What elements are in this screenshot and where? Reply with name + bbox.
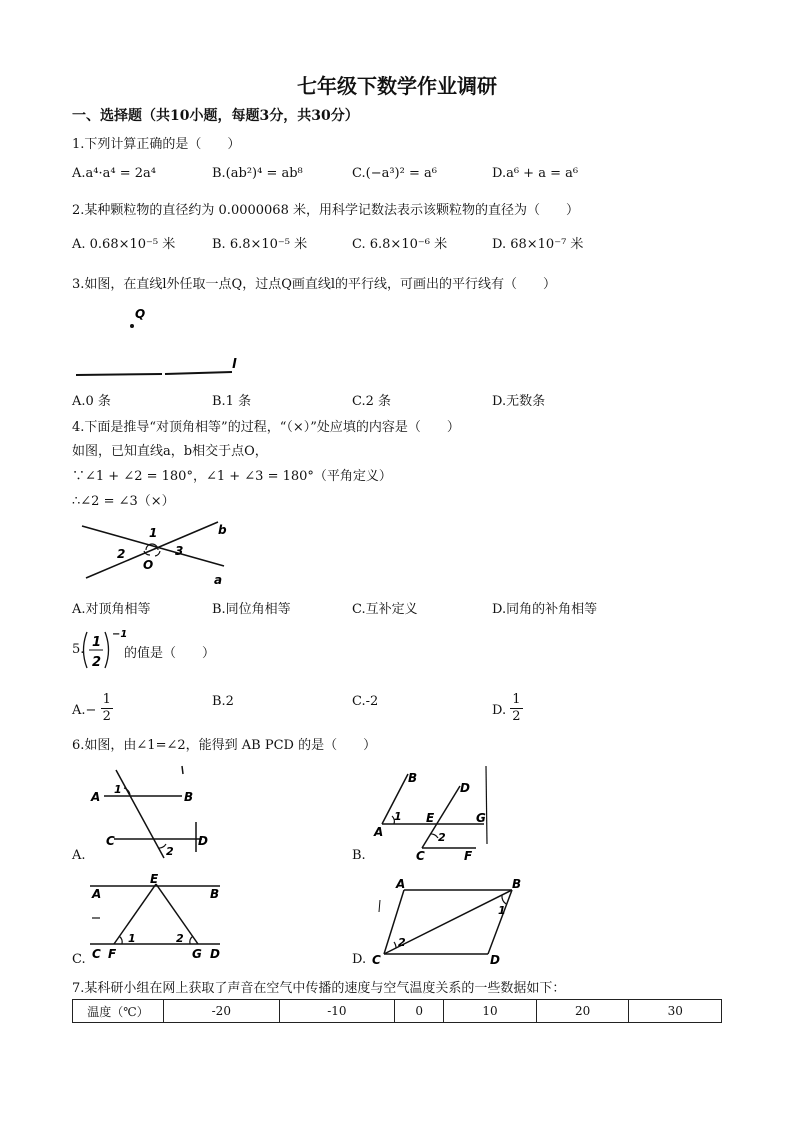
label-line-a: a bbox=[214, 573, 223, 587]
table-cell: -20 bbox=[164, 1000, 280, 1023]
fraction-numerator: 1 bbox=[92, 635, 102, 650]
question-1-option-c[interactable]: C.(−a³)² = a⁶ bbox=[352, 166, 437, 181]
fig-d-label-b: B bbox=[512, 878, 522, 891]
question-6-figure-a bbox=[86, 764, 216, 862]
page-title: 七年级下数学作业调研 bbox=[297, 74, 497, 98]
fig-b-label-f: F bbox=[464, 849, 473, 862]
question-7-stem: 7.某科研小组在网上获取了声音在空气中传播的速度与空气温度关系的一些数据如下： bbox=[72, 981, 566, 996]
question-1-option-b[interactable]: B.(ab²)⁴ = ab⁸ bbox=[212, 166, 303, 181]
option-a-prefix: A.− bbox=[72, 703, 97, 718]
question-5-fraction bbox=[80, 628, 128, 674]
section-heading: 一、选择题（共10小题，每题3分，共30分） bbox=[72, 108, 359, 124]
question-1-option-d[interactable]: D.a⁶ + a = a⁶ bbox=[492, 166, 579, 181]
question-3-stem: 3.如图，在直线l外任取一点Q，过点Q画直线l的平行线，可画出的平行线有（ ） bbox=[72, 277, 557, 292]
question-1-option-a[interactable]: A.a⁴·a⁴ = 2a⁴ bbox=[72, 166, 156, 181]
table-cell: 10 bbox=[444, 1000, 537, 1023]
fig-c-label-f: F bbox=[108, 947, 117, 961]
question-6-option-c[interactable]: C. bbox=[72, 952, 86, 967]
fig-b-label-d: D bbox=[460, 781, 470, 795]
question-3-option-b[interactable]: B.1 条 bbox=[212, 394, 252, 409]
label-l: l bbox=[232, 357, 237, 372]
fig-c-label-1: 1 bbox=[128, 932, 136, 945]
question-6-figure-d bbox=[370, 878, 530, 966]
question-4-line-3: ∴∠2 = ∠3（×） bbox=[72, 494, 175, 509]
label-angle-3: 3 bbox=[175, 544, 184, 558]
question-5-option-b[interactable]: B.2 bbox=[212, 694, 234, 709]
fig-c-label-g: G bbox=[192, 947, 202, 961]
label-q: Q bbox=[135, 307, 146, 321]
question-4-option-a[interactable]: A.对顶角相等 bbox=[72, 602, 151, 617]
question-5-tail: 的值是（ ） bbox=[124, 646, 216, 661]
fig-c-label-a: A bbox=[92, 887, 102, 901]
question-6-stem: 6.如图，由∠1=∠2，能得到 AB PCD 的是（ ） bbox=[72, 738, 377, 753]
line-l-left bbox=[76, 374, 162, 375]
fig-d-label-c: C bbox=[372, 953, 381, 966]
question-4-option-c[interactable]: C.互补定义 bbox=[352, 602, 418, 617]
fig-a-label-a: A bbox=[91, 790, 101, 804]
fig-a-label-c: C bbox=[106, 834, 115, 848]
label-line-b: b bbox=[218, 523, 227, 537]
table-cell: 0 bbox=[395, 1000, 444, 1023]
question-6-figure-b bbox=[368, 764, 493, 862]
fig-c-label-c: C bbox=[92, 947, 101, 961]
fig-a-label-d: D bbox=[198, 834, 208, 848]
question-6-option-b[interactable]: B. bbox=[352, 848, 366, 863]
question-2-stem: 2.某种颗粒物的直径约为 0.0000068 米，用科学记数法表示该颗粒物的直径为（ ） bbox=[72, 203, 579, 218]
option-d-denominator: 2 bbox=[512, 709, 521, 724]
question-2-option-b[interactable]: B. 6.8×10⁻⁵ 米 bbox=[212, 237, 308, 252]
question-5-number: 5. bbox=[72, 642, 85, 657]
fig-d-label-d: D bbox=[490, 953, 500, 966]
fig-b-label-b: B bbox=[408, 771, 418, 785]
angle-3-arc bbox=[155, 551, 160, 556]
option-a-denominator: 2 bbox=[102, 709, 111, 724]
fig-c-label-e: E bbox=[150, 872, 159, 886]
fig-b-label-e: E bbox=[426, 811, 435, 825]
point-q bbox=[130, 324, 134, 328]
option-d-prefix: D. bbox=[492, 703, 507, 718]
fig-d-label-1: 1 bbox=[498, 904, 506, 917]
question-4-option-d[interactable]: D.同角的补角相等 bbox=[492, 602, 598, 617]
question-4-option-b[interactable]: B.同位角相等 bbox=[212, 602, 291, 617]
exponent: −1 bbox=[112, 629, 128, 640]
fig-c-label-d: D bbox=[210, 947, 220, 961]
fig-b-label-c: C bbox=[416, 849, 425, 862]
question-3-option-a[interactable]: A.0 条 bbox=[72, 394, 111, 409]
table-cell: -10 bbox=[279, 1000, 395, 1023]
question-6-figure-c bbox=[86, 872, 226, 964]
question-6-option-d[interactable]: D. bbox=[352, 952, 367, 967]
question-2-option-c[interactable]: C. 6.8×10⁻⁶ 米 bbox=[352, 237, 448, 252]
fig-a-label-2: 2 bbox=[166, 845, 174, 858]
fig-c-label-b: B bbox=[210, 887, 220, 901]
question-4-figure bbox=[76, 518, 246, 590]
label-angle-1: 1 bbox=[149, 526, 158, 540]
label-angle-2: 2 bbox=[117, 547, 126, 561]
fig-a-label-1: 1 bbox=[114, 783, 122, 796]
fig-d-label-2: 2 bbox=[398, 936, 406, 949]
question-5-option-d[interactable] bbox=[492, 694, 523, 727]
table-row bbox=[73, 1000, 722, 1023]
option-d-numerator: 1 bbox=[512, 692, 521, 707]
question-5-option-a[interactable] bbox=[72, 694, 113, 727]
question-2-option-d[interactable]: D. 68×10⁻⁷ 米 bbox=[492, 237, 584, 252]
question-2-option-a[interactable]: A. 0.68×10⁻⁵ 米 bbox=[72, 237, 176, 252]
table-cell: 30 bbox=[629, 1000, 722, 1023]
table-cell: 20 bbox=[536, 1000, 629, 1023]
fig-b-label-a: A bbox=[374, 825, 384, 839]
fig-c-label-2: 2 bbox=[176, 932, 184, 945]
fig-b-label-2: 2 bbox=[438, 831, 446, 844]
table-header-cell: 温度（℃） bbox=[73, 1000, 164, 1023]
question-5-option-c[interactable]: C.-2 bbox=[352, 694, 379, 709]
fig-b-label-g: G bbox=[476, 811, 486, 825]
fig-d-label-a: A bbox=[396, 878, 406, 891]
label-point-o: O bbox=[143, 558, 154, 572]
question-1-stem: 1.下列计算正确的是（ ） bbox=[72, 137, 241, 152]
fig-b-label-1: 1 bbox=[394, 810, 402, 823]
option-a-numerator: 1 bbox=[102, 692, 111, 707]
question-7-table bbox=[72, 999, 722, 1023]
question-3-figure bbox=[72, 300, 272, 382]
question-6-option-a[interactable]: A. bbox=[72, 848, 86, 863]
question-4-stem: 4.下面是推导“对顶角相等”的过程，“（×）”处应填的内容是（ ） bbox=[72, 420, 460, 435]
question-4-line-2: ∵∠1 + ∠2 = 180°，∠1 + ∠3 = 180°（平角定义） bbox=[72, 469, 392, 484]
question-4-line-1: 如图，已知直线a，b相交于点O， bbox=[72, 444, 268, 459]
question-3-option-c[interactable]: C.2 条 bbox=[352, 394, 392, 409]
line-l-right bbox=[165, 372, 232, 374]
fraction-denominator: 2 bbox=[92, 655, 102, 670]
fig-a-label-b: B bbox=[184, 790, 194, 804]
question-3-option-d[interactable]: D.无数条 bbox=[492, 394, 546, 409]
